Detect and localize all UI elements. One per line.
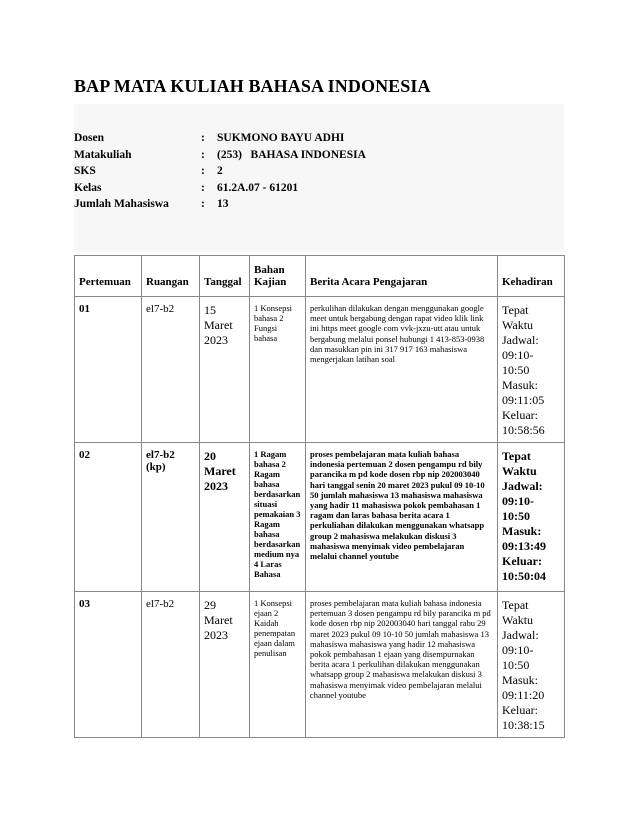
cell-bahan-kajian: 1 Konsepsi bahasa 2 Fungsi bahasa (250, 297, 306, 443)
info-label: Jumlah Mahasiswa (74, 198, 169, 211)
cell-tanggal: 15 Maret 2023 (200, 297, 250, 443)
info-colon: : (201, 165, 205, 178)
header-kehadiran: Kehadiran (498, 256, 565, 297)
info-value: 2 (217, 165, 223, 178)
bap-table (74, 255, 565, 738)
course-info (74, 130, 564, 215)
header-ruangan: Ruangan (142, 256, 200, 297)
info-colon: : (201, 181, 205, 194)
cell-bahan-kajian: 1 Ragam bahasa 2 Ragam bahasa berdasarkan situasi pemakaian 3 Ragam bahasa berdasarkan medium nya 4 Laras Bahasa (250, 443, 306, 592)
info-row-matakuliah (74, 147, 564, 164)
cell-bahan-kajian: 1 Konsepsi ejaan 2 Kaidah penempatan ejaan dalam penulisan (250, 592, 306, 738)
info-colon: : (201, 198, 205, 211)
page-title: BAP MATA KULIAH BAHASA INDONESIA (74, 76, 431, 96)
cell-ruangan: el7-b2 (142, 297, 200, 443)
info-colon: : (201, 148, 205, 161)
table-row (75, 592, 565, 738)
cell-pertemuan: 01 (75, 297, 142, 443)
header-bahan-kajian: Bahan Kajian (250, 256, 306, 297)
info-value: (253) BAHASA INDONESIA (217, 148, 366, 161)
cell-kehadiran: Tepat Waktu Jadwal: 09:10-10:50 Masuk: 09:11:05 Keluar: 10:58:56 (498, 297, 565, 443)
header-band (74, 104, 564, 130)
cell-pertemuan: 03 (75, 592, 142, 738)
info-row-sks (74, 163, 564, 180)
cell-kehadiran: Tepat Waktu Jadwal: 09:10-10:50 Masuk: 09:11:20 Keluar: 10:38:15 (498, 592, 565, 738)
info-colon: : (201, 132, 205, 145)
header-tanggal: Tanggal (200, 256, 250, 297)
info-value: SUKMONO BAYU ADHI (217, 132, 345, 145)
cell-berita-acara: proses pembelajaran mata kuliah bahasa indonesia pertemuan 2 dosen pengampu rd bily parancika m pd kode dosen rbp nip 202003040 hari tanggal senin 20 maret 2023 pukul 09 10-10 50 jumlah mahasiswa 13 mahasiswa mahasiswa yang hadir 11 mahasiswa pokok pembahasan 1 ragam dan laras bahasa berita acara 1 perkuliahan dilakukan menggunakan whatsapp group 2 mahasiswa melakukan diskusi 3 mahasiswa menyimak video pembelajaran melalui channel youtube (306, 443, 498, 592)
info-value: 13 (217, 198, 229, 211)
info-label: Kelas (74, 181, 102, 194)
table-header-row (75, 256, 565, 297)
info-label: SKS (74, 165, 96, 178)
cell-tanggal: 29 Maret 2023 (200, 592, 250, 738)
cell-tanggal: 20 Maret 2023 (200, 443, 250, 592)
info-row-jumlah-mahasiswa (74, 196, 564, 213)
table-row (75, 443, 565, 592)
header-pertemuan: Pertemuan (75, 256, 142, 297)
spacer-band (74, 214, 564, 252)
cell-kehadiran: Tepat Waktu Jadwal: 09:10-10:50 Masuk: 09:13:49 Keluar: 10:50:04 (498, 443, 565, 592)
info-row-dosen (74, 130, 564, 147)
info-row-kelas (74, 180, 564, 197)
info-label: Dosen (74, 132, 105, 145)
cell-berita-acara: proses pembelajaran mata kuliah bahasa indonesia pertemuan 3 dosen pengampu rd bily parancika m pd kode dosen rbp nip 202003040 hari tanggal rabu 29 maret 2023 pukul 09 10-10 50 jumlah mahasiswa 13 mahasiswa mahasiswa yang hadir 12 mahasiswa pokok pembahasan 1 ejaan yang disempurnakan berita acara 1 perkulihan dilakukan menggunakan whatsapp group 2 mahasiswa melakukan diskusi 3 mahasiswa menyimak video pembelajaran melalui channel youtube (306, 592, 498, 738)
cell-pertemuan: 02 (75, 443, 142, 592)
cell-berita-acara: perkulihan dilakukan dengan menggunakan google meet untuk bergabung dengan rapat video klik link ini https meet google com vvk-jxzu-utt atau untuk bergabung melalui ponsel hubungi 1 413-853-0938 dan masukkan pin ini 317 917 163 mahasiswa mengerjakan latihan soal (306, 297, 498, 443)
info-value: 61.2A.07 - 61201 (217, 181, 299, 194)
table-row (75, 297, 565, 443)
cell-ruangan: el7-b2 (142, 592, 200, 738)
cell-ruangan: el7-b2 (kp) (142, 443, 200, 592)
info-label: Matakuliah (74, 148, 132, 161)
header-berita-acara: Berita Acara Pengajaran (306, 256, 498, 297)
